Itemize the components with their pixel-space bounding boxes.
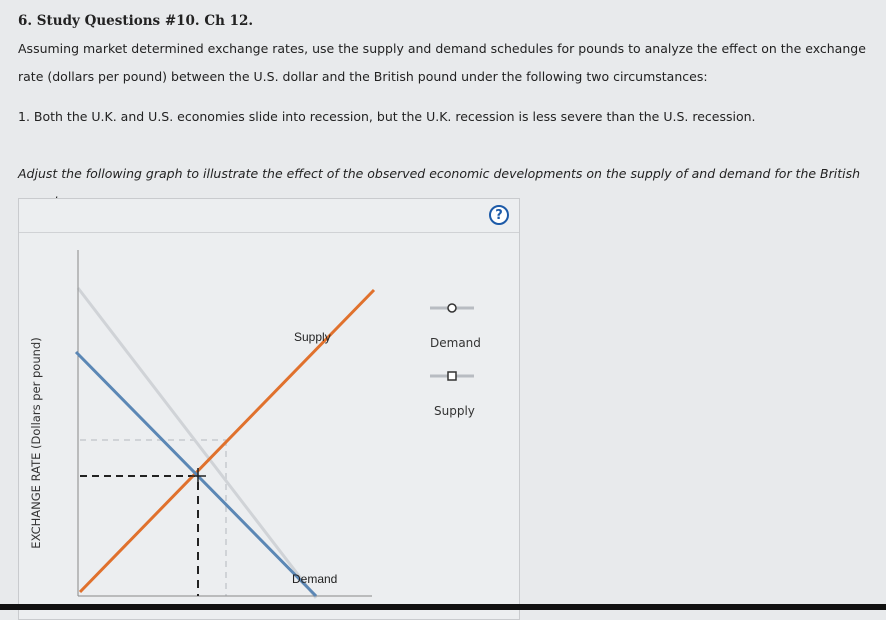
question-intro: Assuming market determined exchange rates, use the supply and demand schedules for pounds to analyze the effect on the exchange rate (dollars per pound) between the U.S. dollar and the British pound under the following two circumstances: (18, 41, 866, 84)
question-mark-icon: ? (495, 207, 503, 223)
screen-bottom-edge (0, 604, 886, 610)
question-heading: 6. Study Questions #10. Ch 12. (18, 13, 254, 29)
question-circumstance: 1. Both the U.K. and U.S. economies slide into recession, but the U.K. recession is less severe than the U.S. recession. (18, 109, 756, 124)
y-axis-label: EXCHANGE RATE (Dollars per pound) (29, 337, 43, 549)
legend-demand-label: Demand (430, 336, 481, 350)
demand-curve-label: Demand (292, 572, 338, 586)
supply-curve-label: Supply (294, 330, 331, 344)
graph-instruction: Adjust the following graph to illustrate the effect of the observed economic developments on the supply of and demand for the British (18, 166, 861, 181)
ghost-demand-curve (78, 288, 316, 598)
supply-tool-icon[interactable] (430, 372, 474, 380)
legend-supply-label: Supply (434, 404, 475, 418)
demand-tool-icon[interactable] (430, 304, 474, 312)
